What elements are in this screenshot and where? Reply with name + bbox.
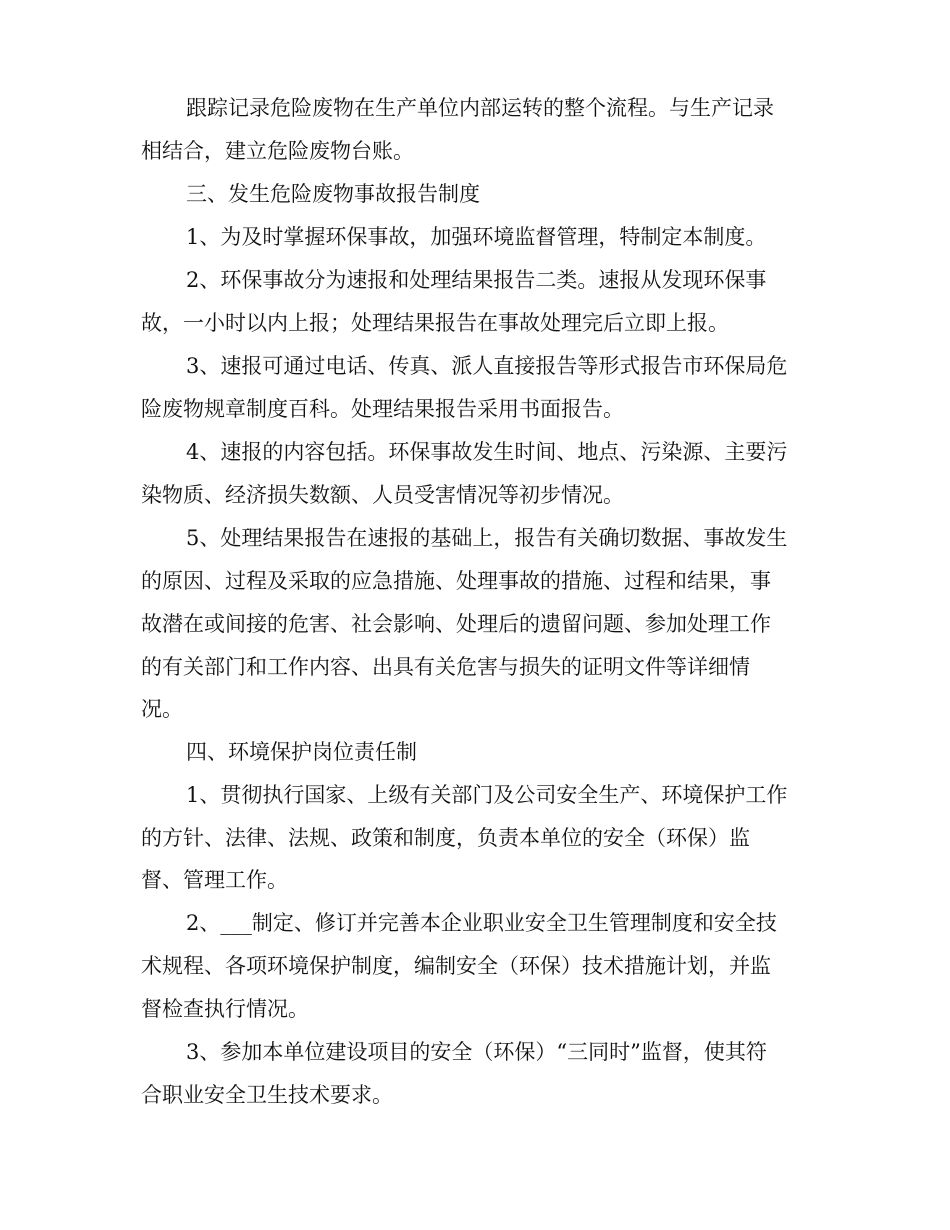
section-heading: 三、发生危险废物事故报告制度 bbox=[186, 182, 480, 206]
paragraph-line: 合职业安全卫生技术要求。 bbox=[141, 1083, 393, 1107]
paragraph-line: 险废物规章制度百科。处理结果报告采用书面报告。 bbox=[141, 397, 624, 421]
paragraph-line: 况。 bbox=[141, 697, 183, 721]
paragraph-line: 染物质、经济损失数额、人员受害情况等初步情况。 bbox=[141, 483, 624, 507]
paragraph-line: 故潜在或间接的危害、社会影响、处理后的遗留问题、参加处理工作 bbox=[141, 612, 771, 636]
section-heading: 四、环境保护岗位责任制 bbox=[186, 740, 417, 764]
paragraph-line: 术规程、各项环境保护制度，编制安全（环保）技术措施计划，并监 bbox=[141, 954, 771, 978]
paragraph-line: 的方针、法律、法规、政策和制度，负责本单位的安全（环保）监 bbox=[141, 826, 750, 850]
paragraph-line: 相结合，建立危险废物台账。 bbox=[141, 139, 414, 163]
paragraph-line: 督、管理工作。 bbox=[141, 868, 288, 892]
paragraph-line: 3、速报可通过电话、传真、派人直接报告等形式报告市环保局危 bbox=[186, 354, 788, 378]
paragraph-line: 督检查执行情况。 bbox=[141, 997, 309, 1021]
paragraph-line: 的有关部门和工作内容、出具有关危害与损失的证明文件等详细情 bbox=[141, 655, 750, 679]
paragraph-line: 2、___制定、修订并完善本企业职业安全卫生管理制度和安全技 bbox=[186, 911, 777, 935]
paragraph-line: 跟踪记录危险废物在生产单位内部运转的整个流程。与生产记录 bbox=[186, 96, 774, 120]
paragraph-line: 1、贯彻执行国家、上级有关部门及公司安全生产、环境保护工作 bbox=[186, 783, 788, 807]
paragraph-line: 1、为及时掌握环保事故，加强环境监督管理，特制定本制度。 bbox=[186, 225, 767, 249]
paragraph-line: 2、环保事故分为速报和处理结果报告二类。速报从发现环保事 bbox=[186, 268, 767, 292]
paragraph-line: 故，一小时以内上报；处理结果报告在事故处理完后立即上报。 bbox=[141, 311, 729, 335]
paragraph-line: 的原因、过程及采取的应急措施、处理事故的措施、过程和结果，事 bbox=[141, 569, 771, 593]
paragraph-line: 3、参加本单位建设项目的安全（环保）“三同时”监督，使其符 bbox=[186, 1040, 767, 1064]
paragraph-line: 4、速报的内容包括。环保事故发生时间、地点、污染源、主要污 bbox=[186, 440, 788, 464]
paragraph-line: 5、处理结果报告在速报的基础上，报告有关确切数据、事故发生 bbox=[186, 526, 788, 550]
